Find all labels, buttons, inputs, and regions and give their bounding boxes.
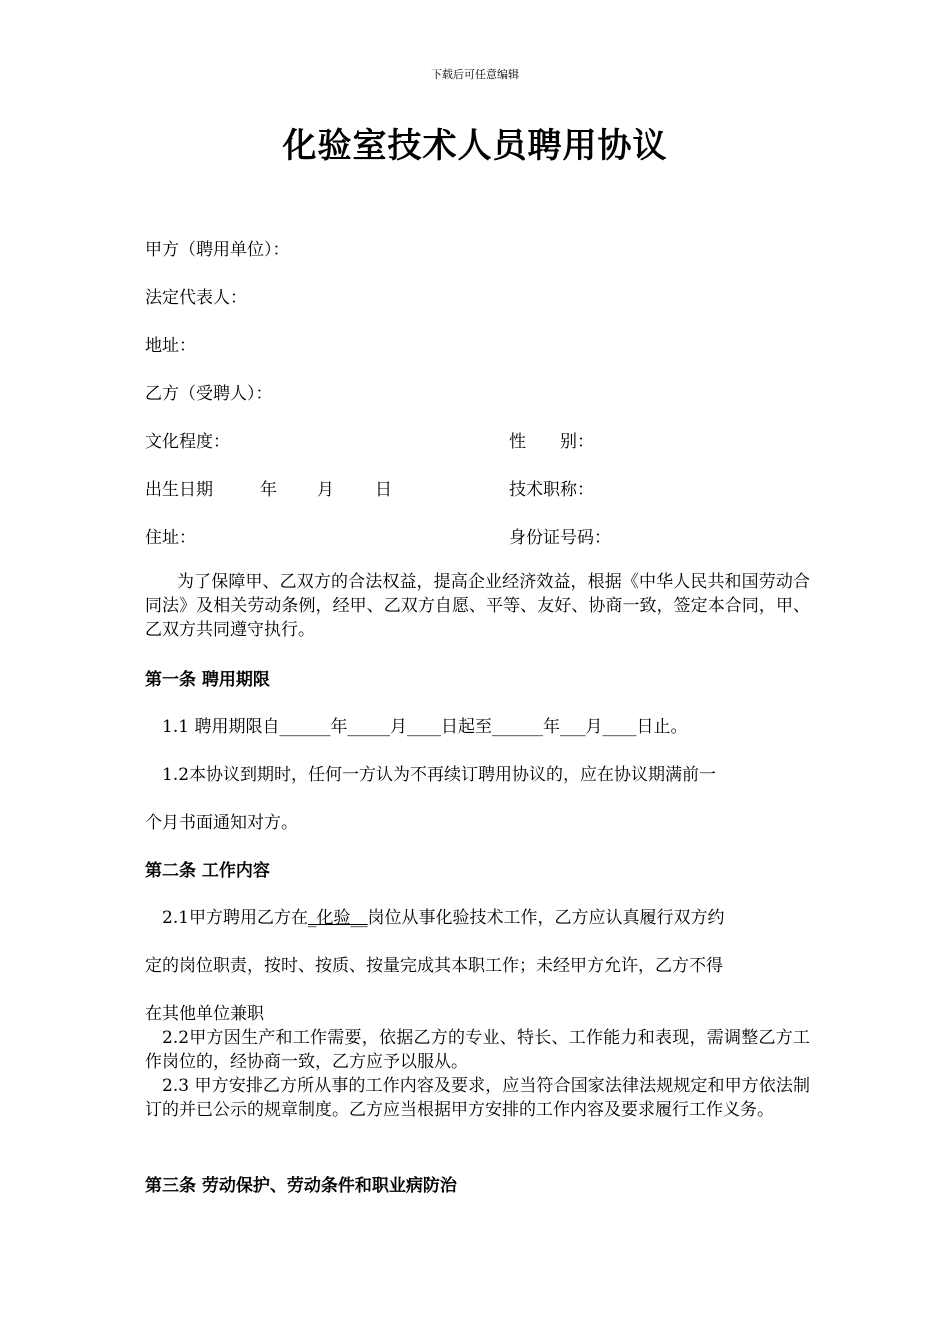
clause-2-1-prefix: 2.1甲方聘用乙方在 [162,908,309,928]
intro-paragraph: 为了保障甲、乙双方的合法权益，提高企业经济效益，根据《中华人民共和国劳动合同法》及相关劳动条例，经甲、乙双方自愿、平等、友好、协商一致，签定本合同，甲、乙双方共同遵守执行。 [145,572,810,640]
birth-month-label: 月 [317,480,334,500]
article-1-heading: 第一条 聘用期限 [145,670,270,690]
article-3-heading: 第三条 劳动保护、劳动条件和职业病防治 [145,1176,457,1196]
education-label: 文化程度： [145,432,230,452]
clause-1-2-line-2: 个月书面通知对方。 [145,813,298,833]
gender-label: 性 别： [509,432,594,452]
clause-2-1-line-2: 定的岗位职责，按时、按质、按量完成其本职工作；未经甲方允许，乙方不得 [145,956,723,976]
clause-1-2-line-1: 1.2本协议到期时，任何一方认为不再续订聘用协议的，应在协议期满前一 [162,765,717,785]
clause-2-1-suffix: 岗位从事化验技术工作，乙方应认真履行双方约 [367,908,725,928]
birth-year-label: 年 [260,480,277,500]
clause-2-2: 2.2甲方因生产和工作需要，依据乙方的专业、特长、工作能力和表现，需调整乙方工作岗位的，经协商一致，乙方应予以服从。 [145,1028,810,1072]
header-note: 下载后可任意编辑 [431,68,519,81]
clause-2-1-position: _化验__ [308,908,368,928]
article-2-heading: 第二条 工作内容 [145,861,270,881]
birth-day-label: 日 [375,480,392,500]
residence-label: 住址： [145,528,196,548]
legal-rep-label: 法定代表人： [145,288,247,308]
address-label: 地址： [145,336,196,356]
party-a-label: 甲方（聘用单位）： [145,240,290,260]
birth-date-label: 出生日期 [145,480,213,500]
document-title: 化验室技术人员聘用协议 [282,126,668,166]
party-b-label: 乙方（受聘人）： [145,384,273,404]
id-number-label: 身份证号码： [509,528,611,548]
clause-2-1-line-1 [162,903,725,928]
clause-2-1-line-3: 在其他单位兼职 [145,1004,264,1024]
technical-title-label: 技术职称： [509,480,594,500]
clause-2-3: 2.3 甲方安排乙方所从事的工作内容及要求，应当符合国家法律法规规定和甲方依法制订的并已公示的规章制度。乙方应当根据甲方安排的工作内容及要求履行工作义务。 [145,1076,810,1120]
clause-1-1: 1.1 聘用期限自______年_____月____日起至______年___月____日止。 [162,717,688,737]
